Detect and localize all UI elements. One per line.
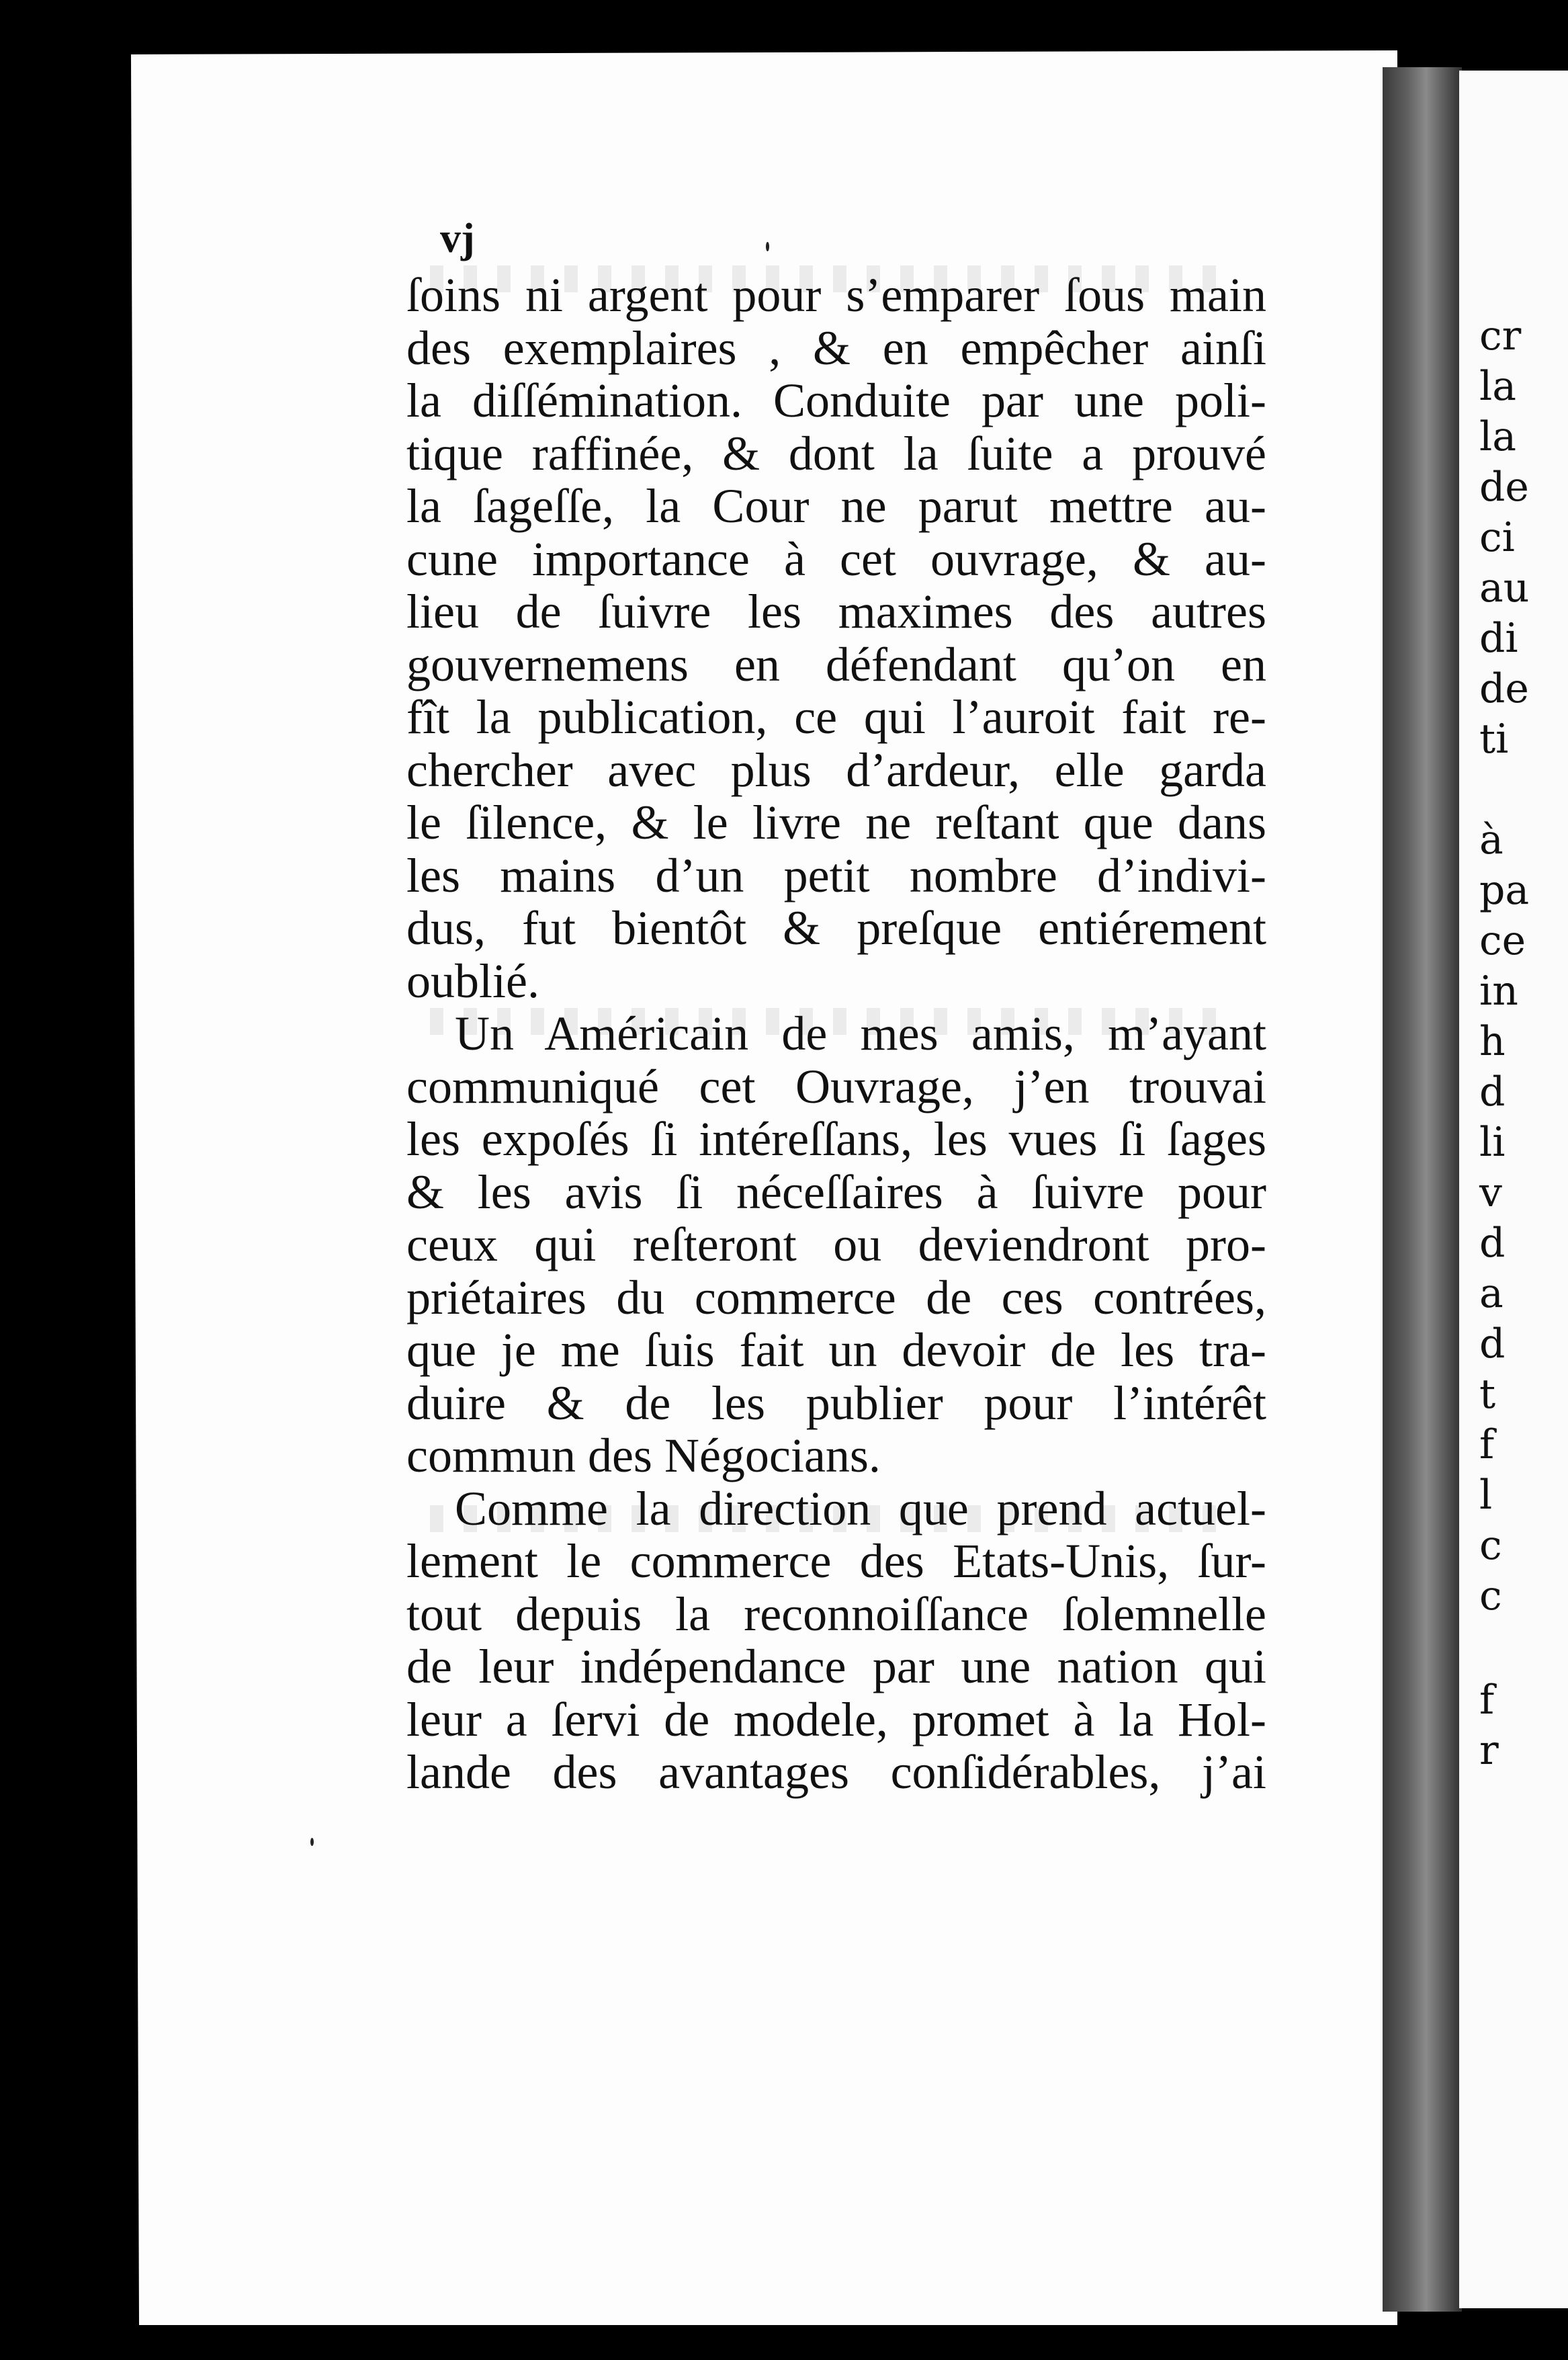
facing-page-fragment: f (1479, 1421, 1495, 1468)
text-line: lieu de ſuivre les maximes des autres (406, 585, 1266, 638)
text-line: oublié. (406, 954, 539, 1008)
ink-speck (310, 1838, 314, 1846)
facing-page-fragment: de (1479, 665, 1529, 712)
body-text (406, 269, 1266, 1799)
facing-page-fragment: à (1479, 816, 1504, 863)
text-line: cune importance à cet ouvrage, & au- (406, 532, 1266, 586)
facing-page-fragment: pa (1479, 867, 1530, 914)
text-line: fît la publication, ce qui l’auroit fait re- (406, 690, 1266, 744)
text-line: & les avis ſi néceſſaires à ſuivre pour (406, 1165, 1266, 1219)
facing-page-fragment: t (1479, 1371, 1496, 1418)
facing-page-fragment: d (1479, 1068, 1506, 1115)
facing-page-fragment: r (1479, 1727, 1499, 1774)
text-line: la diſſémination. Conduite par une poli- (406, 374, 1266, 427)
text-line: communiqué cet Ouvrage, j’en trouvai (406, 1059, 1266, 1113)
facing-page-fragment: in (1479, 968, 1518, 1015)
facing-page-fragment: la (1479, 413, 1516, 460)
facing-page-fragment: v (1479, 1169, 1502, 1216)
facing-page-fragment: d (1479, 1220, 1506, 1267)
facing-page-fragment: c (1479, 1522, 1502, 1569)
text-line: tique raffinée, & dont la ſuite a prouvé (406, 426, 1266, 480)
facing-page-fragment: au (1479, 564, 1530, 612)
facing-page-fragment: f (1479, 1677, 1495, 1724)
facing-page-fragment: ti (1479, 716, 1509, 763)
text-line: lande des avantages conſidérables, j’ai (406, 1745, 1266, 1799)
facing-page-fragment: di (1479, 615, 1518, 662)
text-line: ſoins ni argent pour s’emparer ſous main (406, 268, 1266, 322)
text-line: gouvernemens en défendant qu’on en (406, 637, 1266, 691)
facing-page-fragment: de (1479, 464, 1529, 511)
facing-page-fragment: a (1479, 1270, 1504, 1317)
facing-page-fragment: li (1479, 1119, 1506, 1166)
facing-page-fragment: ci (1479, 514, 1515, 561)
text-line: le ſilence, & le livre ne reſtant que dans (406, 796, 1266, 849)
ink-speck (766, 242, 769, 251)
facing-page-fragment: d (1479, 1320, 1506, 1367)
text-line: lement le commerce des Etats-Unis, ſur- (406, 1534, 1266, 1588)
text-line: priétaires du commerce de ces contrées, (406, 1270, 1266, 1324)
text-line: Un Américain de mes amis, m’ayant (455, 1007, 1266, 1060)
facing-page (1459, 71, 1568, 2308)
facing-page-fragment: l (1479, 1472, 1493, 1519)
facing-page-fragment: h (1479, 1018, 1506, 1065)
text-line: leur a ſervi de modele, promet à la Hol- (406, 1692, 1266, 1746)
facing-page-fragment: c (1479, 1572, 1502, 1619)
text-line: tout depuis la reconnoiſſance ſolemnelle (406, 1587, 1266, 1641)
book-gutter (1383, 67, 1462, 2312)
text-line: des exemplaires , & en empêcher ainſi (406, 321, 1266, 375)
facing-page-fragment: cr (1479, 312, 1522, 360)
text-line: duire & de les publier pour l’intérêt (406, 1376, 1266, 1430)
text-line: de leur indépendance par une nation qui (406, 1640, 1266, 1693)
text-line: la ſageſſe, la Cour ne parut mettre au- (406, 479, 1266, 533)
text-line: que je me ſuis fait un devoir de les tra- (406, 1323, 1266, 1377)
text-line: chercher avec plus d’ardeur, elle garda (406, 743, 1266, 797)
text-line: Comme la direction que prend actuel- (455, 1481, 1266, 1535)
text-line: commun des Négocians. (406, 1429, 881, 1482)
text-line: dus, fut bientôt & preſque entiérement (406, 901, 1266, 955)
page-number: vj (440, 216, 475, 261)
facing-page-fragment: la (1479, 363, 1516, 410)
text-line: les expoſés ſi intéreſſans, les vues ſi ſages (406, 1112, 1266, 1166)
text-line: ceux qui reſteront ou deviendront pro- (406, 1218, 1266, 1271)
facing-page-fragment: ce (1479, 917, 1526, 964)
text-line: les mains d’un petit nombre d’indivi- (406, 848, 1266, 902)
